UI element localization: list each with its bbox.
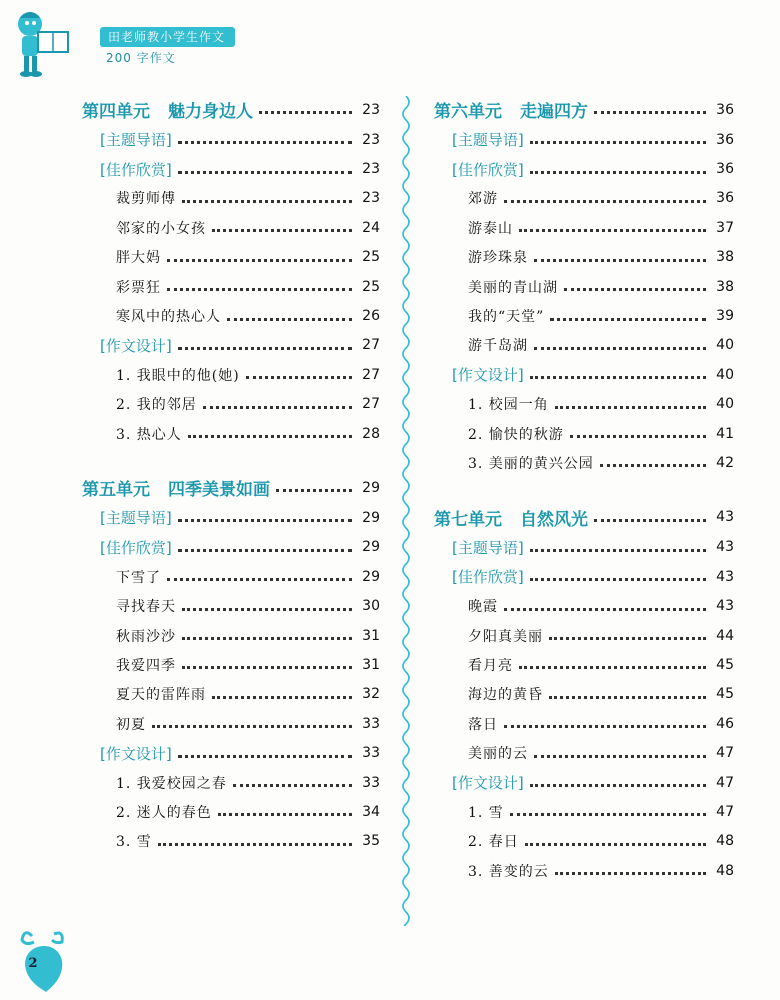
- page-ref: 24: [362, 219, 380, 236]
- section-label: 作文设计: [105, 744, 166, 763]
- dot-leader: [167, 578, 352, 581]
- dot-leader: [212, 696, 352, 699]
- unit-number: 第六单元: [434, 102, 502, 122]
- toc-article-entry[interactable]: [434, 448, 734, 477]
- dot-leader: [504, 200, 706, 203]
- page-ref: 32: [362, 686, 380, 703]
- article-title: 游泰山: [468, 220, 513, 237]
- page-ref: 40: [716, 396, 734, 413]
- page-ref: 38: [716, 249, 734, 266]
- dot-leader: [182, 608, 352, 611]
- toc-article-entry[interactable]: [82, 272, 380, 301]
- dot-leader: [276, 489, 352, 492]
- page-ref: 29: [362, 509, 380, 526]
- article-title: 美丽的青山湖: [468, 279, 558, 296]
- toc-article-entry[interactable]: [434, 184, 734, 213]
- unit-number: 第七单元: [434, 509, 502, 530]
- page-ref: 33: [362, 715, 380, 732]
- unit-title: 走遍四方: [520, 102, 588, 122]
- section-label: 主题导语: [105, 509, 166, 528]
- section-label: 佳作欣赏: [105, 538, 166, 557]
- section-label: 佳作欣赏: [457, 160, 518, 179]
- dot-leader: [555, 872, 706, 875]
- section-label: 佳作欣赏: [457, 568, 518, 587]
- toc-article-entry[interactable]: [82, 562, 380, 591]
- page-ref: 44: [716, 627, 734, 644]
- toc-section-entry[interactable]: [作文设计] 27: [100, 336, 380, 355]
- toc-article-entry[interactable]: [82, 360, 380, 389]
- toc-left-column: [82, 96, 380, 856]
- section-label: 作文设计: [457, 366, 518, 385]
- dot-leader: [188, 435, 352, 438]
- page-ref: 23: [362, 161, 380, 178]
- article-title: 3. 雪: [116, 834, 152, 851]
- page-ref: 28: [362, 425, 380, 442]
- page-number: 2: [28, 956, 38, 971]
- page-ref: 23: [362, 101, 380, 118]
- section-label: 作文设计: [457, 774, 518, 792]
- section-label: 主题导语: [457, 538, 518, 557]
- toc-article-entry[interactable]: [434, 797, 734, 826]
- dot-leader: [182, 200, 352, 203]
- article-title: 1. 我眼中的他(她): [116, 367, 240, 384]
- mascot-icon: [6, 6, 86, 82]
- page-ref: 34: [362, 803, 380, 820]
- unit-number: 第五单元: [82, 480, 150, 501]
- toc-section-entry[interactable]: [主题导语] 36: [452, 131, 734, 150]
- dot-leader: [525, 843, 706, 846]
- dot-leader: [530, 784, 706, 787]
- toc-right-column: [434, 96, 734, 885]
- article-title: 初夏: [116, 716, 146, 733]
- article-title: 海边的黄昏: [468, 687, 543, 704]
- page-ref: 47: [716, 774, 734, 791]
- dot-leader: [530, 376, 706, 379]
- dot-leader: [203, 406, 352, 409]
- page-ref: 38: [716, 278, 734, 295]
- dot-leader: [167, 288, 352, 291]
- toc-article-entry[interactable]: [434, 650, 734, 679]
- section-label: 主题导语: [457, 131, 518, 150]
- article-title: 秋雨沙沙: [116, 628, 176, 645]
- toc-section-entry[interactable]: [作文设计] 40: [452, 366, 734, 385]
- toc-section-entry[interactable]: [主题导语] 23: [100, 131, 380, 150]
- page-ref: 27: [362, 366, 380, 383]
- toc-article-entry[interactable]: [434, 243, 734, 272]
- dot-leader: [178, 347, 352, 350]
- page-ref: 29: [362, 539, 380, 556]
- dot-leader: [534, 755, 706, 758]
- page-ref: 30: [362, 598, 380, 615]
- article-title: 彩票狂: [116, 279, 161, 296]
- page-ref: 48: [716, 833, 734, 850]
- dot-leader: [550, 318, 706, 321]
- dot-leader: [246, 376, 352, 379]
- dot-leader: [519, 229, 706, 232]
- dot-leader: [182, 637, 352, 640]
- page-ref: 40: [716, 366, 734, 383]
- article-title: 郊游: [468, 191, 498, 208]
- toc-article-entry[interactable]: [434, 419, 734, 448]
- toc-section-entry[interactable]: [佳作欣赏] 29: [100, 538, 380, 557]
- dot-leader: [530, 141, 706, 144]
- dot-leader: [504, 725, 706, 728]
- page-ref: 35: [362, 833, 380, 850]
- section-gap: [434, 478, 734, 504]
- toc-article-entry[interactable]: [82, 650, 380, 679]
- article-title: 1. 校园一角: [468, 397, 549, 414]
- article-title: 3. 善变的云: [468, 863, 549, 880]
- toc-article-entry[interactable]: [82, 390, 380, 419]
- unit-title: 自然风光: [520, 509, 588, 530]
- page-ref: 25: [362, 249, 380, 266]
- page-ref: 45: [716, 686, 734, 703]
- dot-leader: [259, 111, 352, 114]
- series-title: 田老师教小学生作文: [100, 27, 235, 47]
- dot-leader: [549, 637, 706, 640]
- toc-section-entry[interactable]: [作文设计] 47: [452, 774, 734, 792]
- toc-article-entry[interactable]: [82, 768, 380, 797]
- section-label: 主题导语: [105, 131, 166, 150]
- page-ref: 31: [362, 627, 380, 644]
- article-title: 胖大妈: [116, 250, 161, 267]
- page-ref: 27: [362, 396, 380, 413]
- section-label: 作文设计: [105, 336, 166, 355]
- dot-leader: [178, 549, 352, 552]
- wavy-divider: [400, 96, 412, 926]
- toc-section-entry[interactable]: [主题导语] 43: [452, 538, 734, 557]
- toc-article-entry[interactable]: [82, 827, 380, 856]
- article-title: 2. 迷人的春色: [116, 804, 212, 821]
- toc-section-entry[interactable]: [主题导语] 29: [100, 509, 380, 528]
- dot-leader: [152, 725, 352, 728]
- toc-article-entry[interactable]: [434, 621, 734, 650]
- article-title: 看月亮: [468, 657, 513, 674]
- dot-leader: [570, 435, 706, 438]
- article-title: 游珍珠泉: [468, 250, 528, 267]
- toc-unit-heading[interactable]: [82, 96, 380, 123]
- page-ref: 36: [716, 101, 734, 118]
- page-ref: 29: [362, 568, 380, 585]
- page-ref: 37: [716, 219, 734, 236]
- dot-leader: [178, 519, 352, 522]
- page-ref: 45: [716, 656, 734, 673]
- page-ref: 25: [362, 278, 380, 295]
- toc-article-entry[interactable]: [434, 390, 734, 419]
- page-ref: 27: [362, 337, 380, 354]
- page-ref: 47: [716, 745, 734, 762]
- page-ref: 36: [716, 161, 734, 178]
- toc-article-entry[interactable]: [434, 738, 734, 767]
- toc-article-entry[interactable]: [82, 709, 380, 738]
- toc-article-entry[interactable]: [434, 272, 734, 301]
- dot-leader: [549, 696, 706, 699]
- article-title: 2. 我的邻居: [116, 397, 197, 414]
- toc-article-entry[interactable]: [434, 591, 734, 620]
- dot-leader: [178, 171, 352, 174]
- page-ref: 39: [716, 308, 734, 325]
- toc-section-entry[interactable]: [作文设计] 33: [100, 744, 380, 763]
- dot-leader: [594, 519, 706, 522]
- toc-article-entry[interactable]: [434, 856, 734, 885]
- toc-article-entry[interactable]: [434, 213, 734, 242]
- toc-unit-heading[interactable]: [434, 96, 734, 123]
- dot-leader: [158, 843, 352, 846]
- article-title: 寒风中的热心人: [116, 309, 221, 326]
- article-title: 3. 热心人: [116, 426, 182, 443]
- article-title: 落日: [468, 716, 498, 733]
- article-title: 下雪了: [116, 569, 161, 586]
- toc-unit-heading[interactable]: [82, 474, 380, 501]
- toc-unit-heading[interactable]: [434, 504, 734, 531]
- page-ref: 33: [362, 745, 380, 762]
- dot-leader: [233, 784, 352, 787]
- toc-article-entry[interactable]: [82, 621, 380, 650]
- toc-article-entry[interactable]: [82, 680, 380, 709]
- toc-article-entry[interactable]: [434, 301, 734, 330]
- article-title: 寻找春天: [116, 599, 176, 616]
- unit-title: 四季美景如画: [168, 480, 270, 501]
- dot-leader: [534, 347, 706, 350]
- article-title: 晚霞: [468, 599, 498, 616]
- article-title: 美丽的云: [468, 746, 528, 763]
- toc-article-entry[interactable]: [434, 331, 734, 360]
- page-ref: 23: [362, 190, 380, 207]
- page-ref: 23: [362, 131, 380, 148]
- dot-leader: [530, 549, 706, 552]
- dot-leader: [218, 813, 352, 816]
- dot-leader: [555, 406, 706, 409]
- page-ref: 36: [716, 190, 734, 207]
- dot-leader: [564, 288, 706, 291]
- toc-article-entry[interactable]: [82, 301, 380, 330]
- page-ref: 43: [716, 598, 734, 615]
- article-title: 裁剪师傅: [116, 191, 176, 208]
- section-gap: [82, 448, 380, 474]
- page-ref: 31: [362, 656, 380, 673]
- article-title: 夕阳真美丽: [468, 628, 543, 645]
- dot-leader: [530, 171, 706, 174]
- page-ref: 36: [716, 131, 734, 148]
- toc-article-entry[interactable]: [434, 709, 734, 738]
- dot-leader: [530, 578, 706, 581]
- dot-leader: [178, 141, 352, 144]
- page-ref: 43: [716, 539, 734, 556]
- page-ref: 43: [716, 568, 734, 585]
- toc-article-entry[interactable]: [82, 797, 380, 826]
- page-ref: 41: [716, 425, 734, 442]
- section-label: 佳作欣赏: [105, 160, 166, 179]
- dot-leader: [182, 666, 352, 669]
- dot-leader: [519, 666, 706, 669]
- article-title: 3. 美丽的黄兴公园: [468, 455, 594, 472]
- toc-article-entry[interactable]: [82, 591, 380, 620]
- dot-leader: [600, 464, 706, 467]
- dot-leader: [178, 755, 352, 758]
- dot-leader: [212, 229, 352, 232]
- dot-leader: [504, 608, 706, 611]
- dot-leader: [227, 318, 352, 321]
- toc-article-entry[interactable]: [82, 184, 380, 213]
- article-title: 2. 春日: [468, 834, 519, 851]
- toc-section-entry[interactable]: [佳作欣赏] 23: [100, 160, 380, 179]
- unit-title: 魅力身边人: [168, 102, 253, 122]
- article-title: 我的“天堂”: [468, 309, 545, 326]
- page-ref: 29: [362, 479, 380, 496]
- book-title: 200 字作文: [106, 51, 176, 65]
- page-ref: 43: [716, 509, 734, 526]
- toc-article-entry[interactable]: [82, 419, 380, 448]
- page-ref: 33: [362, 774, 380, 791]
- toc-article-entry[interactable]: [82, 213, 380, 242]
- toc-article-entry[interactable]: [82, 243, 380, 272]
- article-title: 我爱四季: [116, 657, 176, 674]
- unit-number: 第四单元: [82, 102, 150, 122]
- article-title: 邻家的小女孩: [116, 220, 206, 237]
- page-ref: 48: [716, 862, 734, 879]
- article-title: 游千岛湖: [468, 338, 528, 355]
- toc-section-entry[interactable]: [佳作欣赏] 36: [452, 160, 734, 179]
- dot-leader: [510, 813, 706, 816]
- dot-leader: [594, 111, 706, 114]
- page-ref: 26: [362, 308, 380, 325]
- article-title: 1. 雪: [468, 804, 504, 821]
- toc-article-entry[interactable]: [434, 827, 734, 856]
- dot-leader: [167, 259, 352, 262]
- page-ref: 42: [716, 454, 734, 471]
- toc-section-entry[interactable]: [佳作欣赏] 43: [452, 568, 734, 587]
- page-ref: 46: [716, 715, 734, 732]
- toc-article-entry[interactable]: [434, 680, 734, 709]
- article-title: 2. 愉快的秋游: [468, 426, 564, 443]
- article-title: 夏天的雷阵雨: [116, 687, 206, 704]
- page-ref: 47: [716, 803, 734, 820]
- article-title: 1. 我爱校园之春: [116, 775, 227, 792]
- dot-leader: [534, 259, 706, 262]
- page-ref: 40: [716, 337, 734, 354]
